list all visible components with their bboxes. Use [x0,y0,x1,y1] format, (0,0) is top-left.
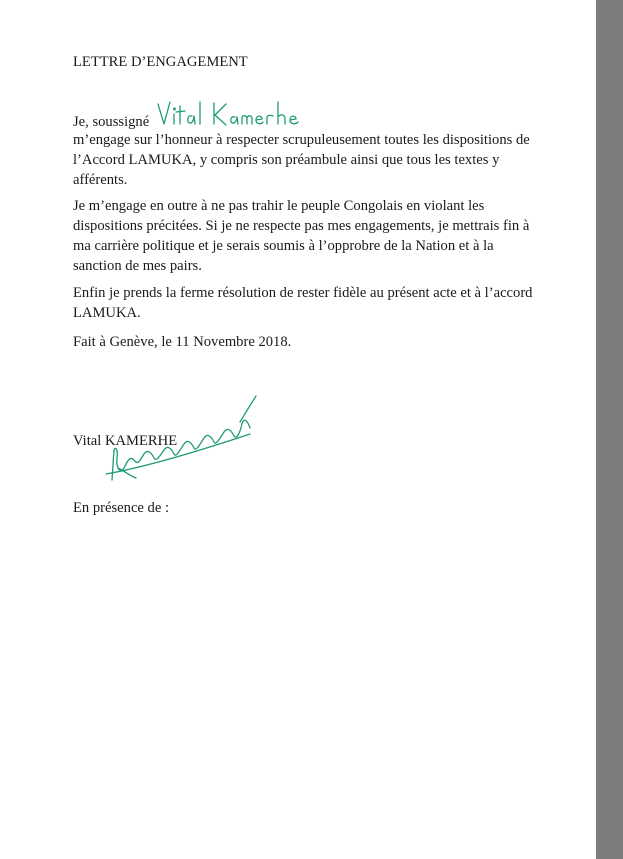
scrollbar[interactable] [596,0,623,859]
signature-scribble [100,388,270,488]
paragraph-no-betrayal: Je m’engage en outre à ne pas trahir le peuple Congolais en violant les dispositions précitées. Si je ne respecte pas mes engagements, je mettrais fin à ma carrière politique et je serais soumis à l’opprobre de la Nation et à la sanction de mes pairs. [73,198,530,274]
undersigned-prefix: Je, soussigné [73,114,150,130]
signatory-name: Vital KAMERHE [73,433,178,449]
letter-title: LETTRE D’ENGAGEMENT [73,54,248,70]
paragraph-commitment: m’engage sur l’honneur à respecter scrupuleusement toutes les dispositions de l’Accord LAMUKA, y compris son préambule ainsi que tous les textes y afférents. [73,132,530,188]
paragraph-resolution: Enfin je prends la ferme résolution de rester fidèle au présent acte et à l’accord LAMUKA. [73,285,533,321]
in-presence-of: En présence de : [73,500,170,516]
place-date: Fait à Genève, le 11 Novembre 2018. [73,334,292,350]
